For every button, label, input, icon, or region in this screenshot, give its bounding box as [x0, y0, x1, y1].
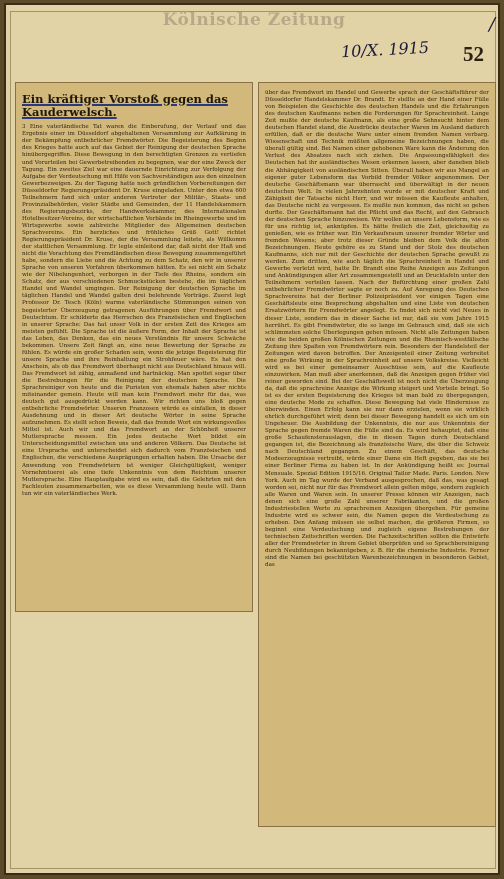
article-text-column-2: über das Fremdwort im Handel und Gewerbe sprach der Geschäftsführer der Düsseldorfer Handelskammer Dr. Brandt. Er stellte an der Hand einer Fülle von Beispielen die Geschichte des deutschen Handels und die Erfahrungen des deutschen Kaufmanns neben die Forderungen für Sprachreinheit. Lange Zeit mußte der deutsche Kaufmann, als eine große Sehnsucht hinter dem deutschen Handel stand, die Ausdrücke deutscher Waren im Ausland dadurch erfüllen, daß er die deutsche Ware unter einem fremden Namen verbarg. Wissenschaft und Technik müßten allgemeine Bezeichnungen haben, die überall gültig sind. Bei Namen einer gehobenen Ware kann die Änderung den Verlust des Absatzes nach sich ziehen. Die Anpassungsfähigkeit des Deutschen hat ihr ausländisches Wesen erkennen lassen, aber daneben blieb die Abhängigkeit von ausländischen Sitten. Überall haben wir aus Mangel an eigener guter Lebensform das Vorbild fremder Völker angenommen. Der deutsche Geschäftsmann war überrascht und überwältigt in der neuen deutschen Welt. In vielen Jahrzehnten wurde er mit deutscher Kraft und Zähigkeit der Tatsache nicht Herr, und wir müssen die Kaufleute anhalten, das Deutsche nicht zu vergessen. Es mußte nun kommen, das nicht so gehen durfte. Der Geschäftsmann hat die Pflicht und das Recht, auf den Gebrauch der deutschen Sprache hinzuweisen. Wir wollen an unsere Lebensform, wie es für uns richtig ist, anknüpfen. Es hätte freilich die Zeit, gleichzeitig zu genießen, wie es früher war. Ein Verkaufsraum unserer fremder Wörter und fremden Wesens; aber trotz dieser Gründe bleiben dem Volk die alten Bezeichnungen. Heute gehöre es zu Stand und der Stolz des deutschen Kaufmanns, sich nur mit der Geschichte der deutschen Sprache gewußt zu werden. Zum dritten, wie auch täglich die Sprachreinheit in Handel und Gewerbe verletzt wird, hatte Dr. Brandt eine Reihe Anzeigen aus Zeitungen und Ankündigungen aller Art zusammengestellt und an Drucktafeln unter den Teilnehmern verteilen lassen. Nach der Befürchtung einer großen Zahl entbehrlicher Fremdwörter sagte er noch zu. Auf Anregung des Deutschen Sprachvereins hat der Berliner Polizeipräsident vor einigen Tagen eine Geschäftsleute eine Besprechung abgehalten und eine Liste von deutschen Ersatzwörtern für Fremdwörter angelegt. Es findet sich nicht viel Neues in dieser Liste, sondern das in dieser Sache ist nur, daß sie vom Jahre 1915 herrührt. Es gibt Fremdwörter, die so lange im Gebrauch sind, daß sie sich schlimmsten solche Überlegungen gehen müssen. Nicht alle Zeitungen haben wie die beiden großen Kölnischen Zeitungen und die Rheinisch-westfälische Zeitung ihre Spalten von Fremdwörtern rein. Besonders der Handelsteil der Zeitungen wird davon betroffen. Der Anzeigenteil einer Zeitung verbreitet eine große Wirkung in der Sprachreinheit auf unsere Volkskreise. Vielleicht wird es bei einer gemeinsamer Ausschüsse sein, auf die Kaufleute einzuwirken. Man muß aber anerkennen, daß die Anzeigen gegen früher viel reiner geworden sind. Bei der Geschäftswelt ist noch nicht die Überzeugung da, daß die sprachreine Anzeige die Wirkung steigert und Vorteile bringt. So ist es der ersten Begeisterung des Krieges ist man bald zu übergegangen, eine deutsche Mode zu schaffen. Diese Bewegung hat viele Hindernisse zu überwinden. Einen Erfolg kann sie nur dann erzielen, wenn sie wirklich ehrlich durchgeführt wird; denn bei dieser Bewegung handelt es sich um ein Ungeheuer. Die Ausbildung der Unkenntnis, die nur aus Unkenntnis der Sprache gegen fremde Waren die Fülle sind da. Es wird behauptet, daß eine große Schaufensterauslagen, die in diesen Tagen durch Deutschland gegangen ist, die Bezeichnung als französische Ware, die über die Schweiz nach Deutschland gegangen. Zu einem Geschäft, das deutsche Modeerzeugnisse vertreibt, würde einer Dame ein Heft gegeben, das sie bei einer Berliner Firma zu haben ist. In der Ankündigung heißt es: Journal Mensuale. Spezial Edition 1915/16. Original Tailor Made. Paris. London. New York. Auch im Tag wurde der Verband ausgesprochen, daß das, was gesagt worden sei, nicht nur für das Fremdwort allein gelten möge, sondern zugleich alle Waren und Waren sein. In unserer Presse können wir Anzeigen, nach denen sich eine große Zahl unserer Fabrikanten, und die großen Industriestellen Werte zu sprachreinen Anzeigen übergehen. Für gemeine Industrie wird es schwer sein, die Namen gegen die Verdeutschung zu erheben. Den Anfang müssen sie selbst machen, die größeren Firmen, so beginnt eine Verdeutschung und zugleich eigene Bestrebungen der technischen Zeitschriften werden. Die Fachzeitschriften sollten die Entwürfe aller der Fremdwörter in ihrem Gebiet überprüfen und so Sprachbereinigung durch Neubildungen bekanntgeben, z. B. für die chemische Industrie. Ferner sind die Namen bei geschützten Warenbezeichnungen in besonderen Gebiet, das: [265, 90, 489, 569]
page-number: 52: [463, 42, 484, 66]
clipping-column-1: [15, 82, 253, 612]
article-text-column-1: 3 Eine vaterländische Tat waren die Einberufung, der Verlauf und das Ergebnis einer im Düsseldorf abgehaltenen Versammlung zur Aufklärung in der Bekämpfung entbehrlicher Fremdwörter. Die Begeisterung des Beginn des Krieges hatte auch auf das Gebiet der Reinigung der deutschen Sprache hinübergegriffen. Diese Bewegung in den berechtigten Grenzen zu vertiefen und Vorurteilen bei Gewerbetreibenden zu begegnen, war der eine Zweck der Tagung. Ein zweites Ziel war eine dauernde Einrichtung zur Verfolgung der Aufgabe der Verdeutschung mit Hilfe von Sachverständigen aus den einzelnen Gewerbezweigen. Zu der Tagung hatte noch gründlichen Vorbereitungen der Düsseldorfer Regierungspräsident Dr. Kruse eingeladen. Unter den etwa 600 Teilnehmern fand sich unter anderen Vertreter der Militär-, Staats- und Provinzialbehörden, vieler Städte und Gemeinden, der 11 Handelskammern des Regierungsbezirks, der Handwerkskammer, des Internationalen Hotelbesitzer-Vereins, der wirtschaftlichen Verbände im Rheingewerbe und im Wirtsgewerbe sowie zahlreiche Mitglieder des Allgemeinen deutschen Sprachvereins. Ein herzliches und fröhliches Grüß Gott! richtet Regierungspräsident Dr. Kruse, der die Versammlung leitete, als Willkomm der stattlichen Versammlung. Er legte einleitend dar, daß nicht der Haß und nicht die Verachtung des Fremdländischen diese Bewegung zusammengeführt habe, sondern die Liebe und die Achtung zu dem Schatz, den wir in unserer Sprache von unseren Vorfahren überkommen hätten. Es sei nicht ein Schatz wie der Nibelungenhort, verborgen in der Tiefe des Rheins, sondern ein Schatz, der aus verschiedenen Schmuckstücken bestehe, die im täglichen Handel und Wandel umgingen. Der Reinigung der deutschen Sprache im täglichen Handel und Wandel galten drei belehrende Vorträge. Zuerst legt Professor Dr. Tesch (Köln) warme vaterländische Stimmungen seinen von begeisterter Überzeugung getragenen Ausführungen über Fremdwort und Deutschtum. Er schilderte das Herrschen des Französischen und Englischen in unserer Sprache: Das hat unser Volk in der ersten Zeit des Krieges am meisten gefühlt. Die Sprache ist die äußere Form, der Inhalt der Sprache ist das Leben, das Denken, das ein neues Verständnis für unsere Schwäche bekommen. Unsere Zeit fängt an, eine neue Bewertung der Sprache zu fühlen. Es würde ein großer Schaden sein, wenn die jetzige Begeisterung für unsere Sprache und ihre Reinhaltung ein Strohfeuer wäre. Es hat den Anschein, als ob das Fremdwort überhaupt nicht aus Deutschland hinaus will. Das Fremdwort ist zähig, anmaßend und hartnäckig. Man spottet sogar über die Bestrebungen für die Reinigung der deutschen Sprache. Die Sprachreiniger von heute und die Puristen von ehemals haben aber nichts miteinander gemein. Heute will man kein Fremdwort mehr für das, was deutsch gut ausgedrückt werden kann. Wir richten uns bloß gegen entbehrliche Fremdwörter. Unseren Franzosen würde es einfallen, in dieser Ausdehnung und in dieser Art deutsche Wörter in seine Sprache aufzunehmen. Es stellt schon Beweis, daß das fremde Wort ein wirkungsvolles Mittel ist. Auch wir und das Fremdwort an der Schönheit unserer Muttersprache messen. Ein jedes deutsche Wort bildet ein Unterscheidungsmittel zwischen uns und anderen Völkern. Das Deutsche ist eine Ursprache und unterscheidet sich dadurch vom Französischen und Englischen, die verschiedene Ausprägungen erhalten haben. Die Ursache der Anwendung von Fremdwörtern ist weniger Gleichgültigkeit, weniger Vornehmtuerei als eine tiefe Unkenntnis von dem Reichtum unserer Muttersprache. Eine Hauptaufgabe wird es sein, daß die Gelehrten mit den Fachleuten zusammenarbeiten, wie es diese Versammlung heute will. Dann tun wir ein vaterländisches Werk.: [22, 124, 246, 497]
clipping-column-2: [258, 82, 496, 827]
handwritten-mark: /: [489, 14, 496, 35]
handwritten-date: 10/X. 1915: [340, 37, 430, 62]
sheet-frame: [10, 11, 496, 869]
archive-sheet: [4, 3, 500, 875]
newspaper-masthead: Kölnische Zeitung: [162, 10, 346, 30]
article-headline: Ein kräftiger Vorstoß gegen das Kauderwelsch.: [22, 92, 228, 119]
